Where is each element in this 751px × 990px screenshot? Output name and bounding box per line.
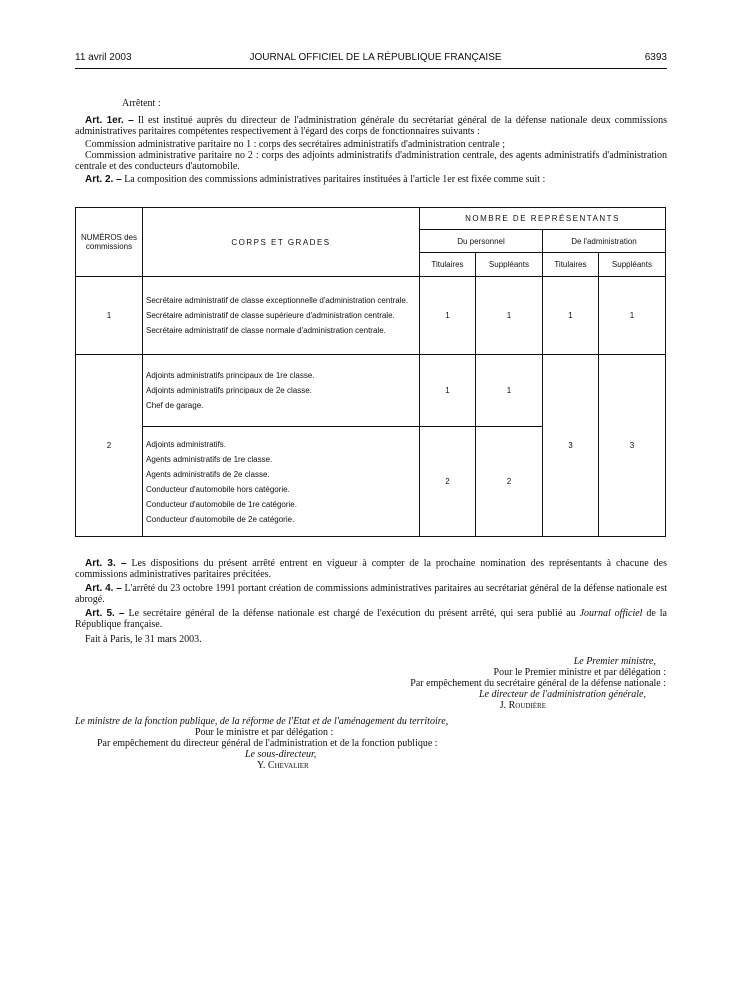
sig1-role: Le directeur de l'administration générale, <box>478 689 646 700</box>
signature-block-2 <box>75 716 515 771</box>
row1-adm-suppleants: 1 <box>598 277 665 355</box>
grade-item: Conducteur d'automobile de 2e catégorie. <box>146 514 295 524</box>
header-rule <box>75 68 667 69</box>
row1-pers-suppleants: 1 <box>475 277 542 355</box>
article-3-label: Art. 3. – <box>85 558 127 569</box>
article-1-label: Art. 1er. – <box>85 115 134 126</box>
sig1-line2: Par empêchement du secrétaire général de la défense nationale : <box>410 678 666 689</box>
article-5-label: Art. 5. – <box>85 608 125 619</box>
article-5-journal: Journal officiel <box>579 608 643 619</box>
sig1-name: J. Roudière <box>499 700 546 711</box>
col-administration-header: De l'administration <box>542 230 665 253</box>
grade-item: Adjoints administratifs. <box>146 439 227 449</box>
article-4-text: L'arrêté du 23 octobre 1991 portant création de commissions administratives paritaires au secrétariat général de la défense nationale est abrogé. <box>75 583 668 605</box>
article-1-line-1: Commission administrative paritaire no 1 : corps des secrétaires administratifs d'administration centrale ; <box>85 139 506 150</box>
grade-item: Secrétaire administratif de classe normale d'administration centrale. <box>146 326 386 335</box>
article-1-paragraph <box>75 115 667 137</box>
row2a-pers-titulaires: 1 <box>420 355 476 427</box>
sig1-title: Le Premier ministre, <box>573 656 656 667</box>
sig2-role: Le sous-directeur, <box>245 749 317 760</box>
table-row-commission-1 <box>76 277 666 355</box>
article-1-text: Il est institué auprès du directeur de l'administration générale du secrétariat général de la défense nationale deux commissions administratives paritaires compétentes respectivement à l'égard des corps de fonctionnaires suivants : <box>75 115 667 137</box>
row1-pers-titulaires: 1 <box>420 277 476 355</box>
table-row-commission-2a <box>76 355 666 427</box>
row2b-grades <box>143 427 420 537</box>
journal-title: JOURNAL OFFICIEL DE LA RÉPUBLIQUE FRANÇAISE <box>249 52 502 63</box>
header-date: 11 avril 2003 <box>75 52 132 63</box>
intro-text: Arrêtent : <box>122 98 161 109</box>
row2a-grades <box>143 355 420 427</box>
article-3-text: Les dispositions du présent arrêté entrent en vigueur à compter de la prochaine nomination des représentants à chacune des commissions administratives paritaires précitées. <box>75 558 667 580</box>
grade-item: Conducteur d'automobile de 1re catégorie. <box>146 499 297 509</box>
grade-item: Conducteur d'automobile hors catégorie. <box>146 484 290 494</box>
col-personnel-header: Du personnel <box>420 230 543 253</box>
row1-numero: 1 <box>76 277 143 355</box>
grade-item: Secrétaire administratif de classe exceptionnelle d'administration centrale. <box>146 296 409 305</box>
article-5-paragraph <box>75 608 667 630</box>
col-titulaires-personnel: Titulaires <box>420 253 476 277</box>
grade-item: Adjoints administratifs principaux de 2e classe. <box>146 386 312 395</box>
article-4-label: Art. 4. – <box>85 583 122 594</box>
article-1 <box>75 115 667 185</box>
article-2-text: La composition des commissions administratives paritaires instituées à l'article 1er est fixée comme suit : <box>124 174 546 185</box>
col-corps-header: CORPS ET GRADES <box>143 208 420 277</box>
col-nombre-header: NOMBRE DE REPRÉSENTANTS <box>420 208 666 230</box>
article-2-label: Art. 2. – <box>85 174 122 185</box>
row2-adm-titulaires: 3 <box>542 355 598 537</box>
row2b-pers-titulaires: 2 <box>420 427 476 537</box>
col-numeros-header: NUMÉROS des commissions <box>76 208 143 277</box>
article-1-line-2: Commission administrative paritaire no 2 : corps des adjoints administratifs d'administration centrale, des agents administratifs d'administration centrale et des conducteurs d'automobile. <box>75 150 667 172</box>
sig2-line2: Par empêchement du directeur général de l'administration et de la fonction publique : <box>97 738 438 749</box>
row1-grades <box>143 277 420 355</box>
signature-block-1 <box>410 656 666 711</box>
composition-table <box>75 207 666 537</box>
row2a-pers-suppleants: 1 <box>475 355 542 427</box>
grade-item: Chef de garage. <box>146 401 204 410</box>
article-4-paragraph <box>75 583 667 605</box>
col-titulaires-administration: Titulaires <box>542 253 598 277</box>
grade-item: Adjoints administratifs principaux de 1re classe. <box>146 371 315 380</box>
article-2-paragraph <box>75 174 667 185</box>
sig2-line1: Pour le ministre et par délégation : <box>195 727 334 738</box>
final-articles <box>75 558 667 645</box>
row1-adm-titulaires: 1 <box>542 277 598 355</box>
row2-numero: 2 <box>76 355 143 537</box>
article-5-text-c: de la République française. <box>75 608 667 630</box>
grade-item: Agents administratifs de 1re classe. <box>146 454 273 464</box>
col-suppleants-administration: Suppléants <box>598 253 665 277</box>
article-3-paragraph <box>75 558 667 580</box>
sig1-line1: Pour le Premier ministre et par délégation : <box>493 667 666 678</box>
grade-item: Secrétaire administratif de classe supérieure d'administration centrale. <box>146 311 395 320</box>
article-5-text-a: Le secrétaire général de la défense nationale est chargé de l'exécution du présent arrêté, qui sera publié au <box>128 608 580 619</box>
page-number: 6393 <box>644 52 667 63</box>
sig2-title: Le ministre de la fonction publique, de la réforme de l'Etat et de l'aménagement du territoire, <box>75 716 449 727</box>
grade-item: Agents administratifs de 2e classe. <box>146 469 270 479</box>
col-suppleants-personnel: Suppléants <box>475 253 542 277</box>
row2-adm-suppleants: 3 <box>598 355 665 537</box>
row2b-pers-suppleants: 2 <box>475 427 542 537</box>
sig2-name: Y. Chevalier <box>257 760 309 771</box>
fait-a-paris: Fait à Paris, le 31 mars 2003. <box>85 634 202 645</box>
